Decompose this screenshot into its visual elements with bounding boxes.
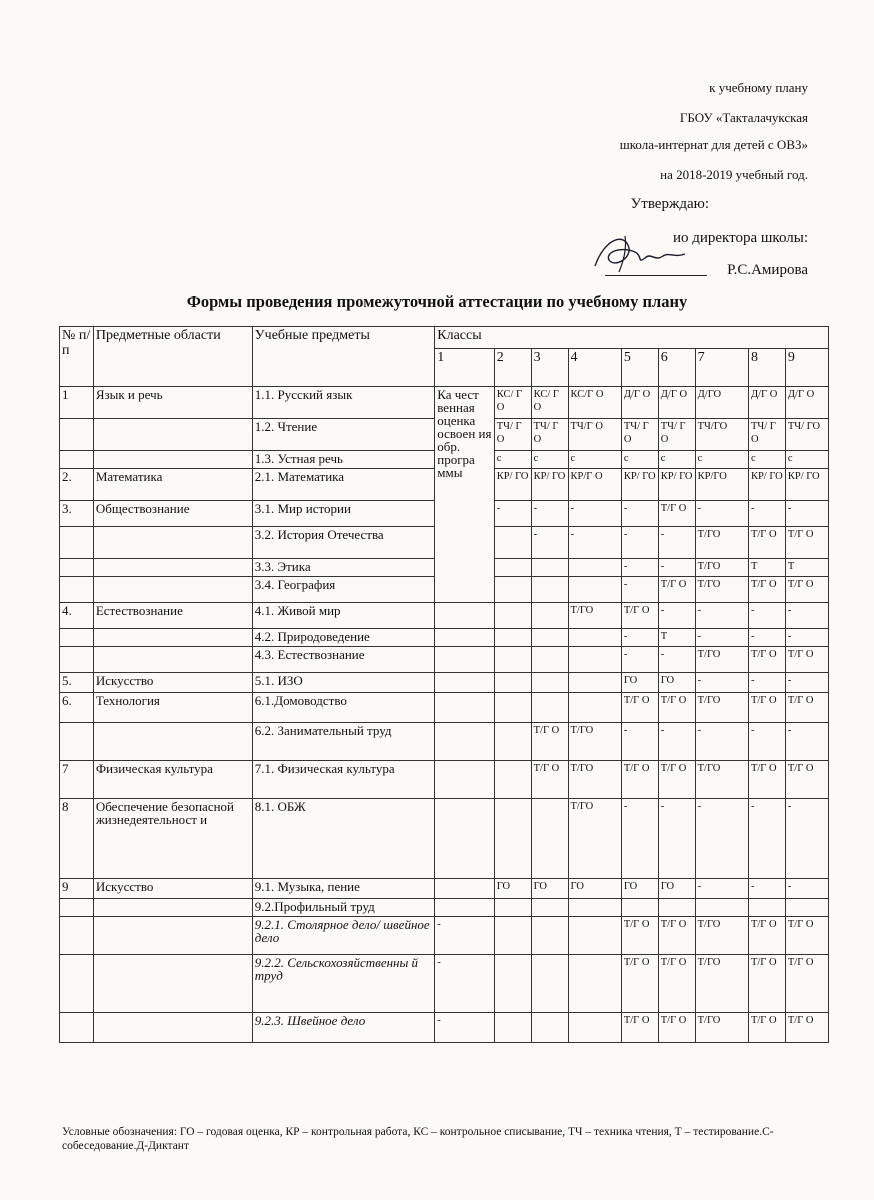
grade-cell: - xyxy=(568,501,621,527)
subject-area: Обеспечение безопасной жизнедеятельност и xyxy=(93,799,252,879)
grade-cell: - xyxy=(748,879,785,899)
grade-cell: - xyxy=(748,673,785,693)
row-number xyxy=(60,1013,94,1043)
subject-name: 6.2. Занимательный труд xyxy=(252,723,435,761)
grade-cell xyxy=(531,647,568,673)
grade-cell xyxy=(531,577,568,603)
subject-name: 9.1. Музыка, пение xyxy=(252,879,435,899)
subject-name: 4.2. Природоведение xyxy=(252,629,435,647)
grade-cell: Т/Г О xyxy=(748,647,785,673)
grade-cell: Д/Г О xyxy=(621,387,658,419)
grade-cell: ТЧ/ ГО xyxy=(785,419,828,451)
grade-cell: - xyxy=(621,501,658,527)
subject-area: Физическая культура xyxy=(93,761,252,799)
row-number xyxy=(60,451,94,469)
grade-cell: Т/Г О xyxy=(658,917,695,955)
grade-cell xyxy=(494,1013,531,1043)
grade-cell xyxy=(494,723,531,761)
grade-cell: КР/ГО xyxy=(695,469,748,501)
grade-cell: - xyxy=(658,559,695,577)
grade-cell: КС/ ГО xyxy=(494,387,531,419)
grade-cell: ТЧ/ ГО xyxy=(748,419,785,451)
grade-cell: ГО xyxy=(621,879,658,899)
grade-cell xyxy=(435,647,494,673)
grade-cell: Т/ГО xyxy=(695,917,748,955)
grade-cell: - xyxy=(695,673,748,693)
grade-cell: - xyxy=(435,955,494,1013)
grade-cell: с xyxy=(748,451,785,469)
subject-area xyxy=(93,955,252,1013)
grade-cell xyxy=(435,761,494,799)
subject-area xyxy=(93,629,252,647)
grade-cell: ТЧ/Г О xyxy=(568,419,621,451)
subject-name: 2.1. Математика xyxy=(252,469,435,501)
grade-cell xyxy=(435,629,494,647)
grade-cell: Т/ГО xyxy=(568,603,621,629)
subject-area xyxy=(93,527,252,559)
grade-cell xyxy=(531,693,568,723)
subject-area: Искусство xyxy=(93,879,252,899)
grade-cell: - xyxy=(658,723,695,761)
subject-name: 8.1. ОБЖ xyxy=(252,799,435,879)
subject-name: 5.1. ИЗО xyxy=(252,673,435,693)
table-row xyxy=(60,603,829,629)
row-number xyxy=(60,917,94,955)
grade-cell xyxy=(568,673,621,693)
grade-cell xyxy=(531,629,568,647)
attestation-table xyxy=(59,326,829,1043)
col-subject-header: Учебные предметы xyxy=(252,327,435,387)
grade-header: 6 xyxy=(658,349,695,387)
grade-cell xyxy=(435,799,494,879)
grade-header: 4 xyxy=(568,349,621,387)
grade-cell xyxy=(785,899,828,917)
grade-cell: ГО xyxy=(531,879,568,899)
header-line-1: к учебному плану xyxy=(709,80,808,95)
grade-cell: Т/Г О xyxy=(785,693,828,723)
grade-cell xyxy=(568,647,621,673)
row-number: 4. xyxy=(60,603,94,629)
grade-cell xyxy=(494,647,531,673)
subject-name: 1.1. Русский язык xyxy=(252,387,435,419)
subject-area: Технология xyxy=(93,693,252,723)
grade-cell: - xyxy=(748,603,785,629)
grade-cell: КР/ ГО xyxy=(785,469,828,501)
grade-cell xyxy=(494,693,531,723)
row-number: 9 xyxy=(60,879,94,899)
grade-cell: - xyxy=(621,629,658,647)
grade-cell: - xyxy=(435,917,494,955)
subject-area xyxy=(93,419,252,451)
grade-cell: - xyxy=(785,723,828,761)
grade-cell: Т/Г О xyxy=(748,693,785,723)
grade-cell xyxy=(531,559,568,577)
grade-cell: Т/Г О xyxy=(621,761,658,799)
row-number xyxy=(60,577,94,603)
grade-header: 5 xyxy=(621,349,658,387)
grade-cell: КР/ ГО xyxy=(748,469,785,501)
subject-name: 9.2.3. Швейное дело xyxy=(252,1013,435,1043)
grade1-note: Ка чест венная оценка освоен ия обр. програ ммы xyxy=(435,387,494,603)
signature-mark xyxy=(585,228,705,276)
table-row xyxy=(60,1013,829,1043)
grade-cell: - xyxy=(621,723,658,761)
grade-cell: - xyxy=(695,501,748,527)
grade-cell: КР/Г О xyxy=(568,469,621,501)
grade-cell: Д/Г О xyxy=(785,387,828,419)
grade-header: 7 xyxy=(695,349,748,387)
subject-name: 3.4. География xyxy=(252,577,435,603)
row-number: 8 xyxy=(60,799,94,879)
grade-cell: Т/Г О xyxy=(748,761,785,799)
subject-area: Обществознание xyxy=(93,501,252,527)
subject-area: Язык и речь xyxy=(93,387,252,419)
grade-header: 3 xyxy=(531,349,568,387)
row-number: 2. xyxy=(60,469,94,501)
grade-cell xyxy=(435,673,494,693)
subject-name: 4.3. Естествознание xyxy=(252,647,435,673)
grade-cell: КР/ ГО xyxy=(494,469,531,501)
grade-cell: - xyxy=(435,1013,494,1043)
grade-cell xyxy=(435,723,494,761)
subject-area xyxy=(93,1013,252,1043)
grade-cell: ТЧ/ГО xyxy=(695,419,748,451)
grade-cell xyxy=(435,603,494,629)
grade-cell: - xyxy=(658,799,695,879)
grade-cell: - xyxy=(748,629,785,647)
row-number: 5. xyxy=(60,673,94,693)
grade-cell xyxy=(568,917,621,955)
grade-cell: Т/Г О xyxy=(748,917,785,955)
subject-area: Математика xyxy=(93,469,252,501)
grade-cell xyxy=(494,917,531,955)
grade-cell: Т/Г О xyxy=(658,761,695,799)
grade-cell xyxy=(494,527,531,559)
table-row xyxy=(60,879,829,899)
subject-name: 1.3. Устная речь xyxy=(252,451,435,469)
grade-cell: - xyxy=(658,603,695,629)
grade-header: 2 xyxy=(494,349,531,387)
grade-cell xyxy=(494,603,531,629)
grade-cell: с xyxy=(531,451,568,469)
subject-area xyxy=(93,559,252,577)
row-number xyxy=(60,955,94,1013)
grade-cell xyxy=(531,955,568,1013)
grade-cell xyxy=(531,673,568,693)
grade-cell: Д/ГО xyxy=(695,387,748,419)
grade-cell: КР/ ГО xyxy=(658,469,695,501)
director-name: Р.С.Амирова xyxy=(727,262,808,278)
grade-cell: Т/ГО xyxy=(695,647,748,673)
grade-cell xyxy=(531,603,568,629)
subject-name: 3.1. Мир истории xyxy=(252,501,435,527)
grade-cell: - xyxy=(621,559,658,577)
row-number: 3. xyxy=(60,501,94,527)
grade-cell xyxy=(531,917,568,955)
signature-line xyxy=(605,275,707,276)
subject-name: 3.3. Этика xyxy=(252,559,435,577)
grade-cell: с xyxy=(785,451,828,469)
table-row xyxy=(60,955,829,1013)
grade-cell: - xyxy=(621,527,658,559)
grade-cell xyxy=(568,1013,621,1043)
grade-cell xyxy=(568,577,621,603)
col-classes-header: Классы xyxy=(435,327,829,349)
grade-cell: Т/ГО xyxy=(568,723,621,761)
legend: Условные обозначения: ГО – годовая оценка, КР – контрольная работа, КС – контрольное списывание, ТЧ – техника чтения, Т – тестирование.С-собеседование.Д-Диктант xyxy=(62,1126,774,1152)
grade-cell: ГО xyxy=(621,673,658,693)
grade-cell: Т/Г О xyxy=(748,1013,785,1043)
grade-cell: Т/Г О xyxy=(621,603,658,629)
grade-cell: с xyxy=(621,451,658,469)
grade-cell: ГО xyxy=(658,673,695,693)
grade-cell: Т/Г О xyxy=(621,955,658,1013)
grade-cell: - xyxy=(621,799,658,879)
grade-cell: - xyxy=(658,527,695,559)
grade-cell: Т xyxy=(785,559,828,577)
grade-cell xyxy=(494,799,531,879)
grade-cell: с xyxy=(658,451,695,469)
grade-cell: Т/ГО xyxy=(695,577,748,603)
table-row xyxy=(60,673,829,693)
director-label: ио директора школы: xyxy=(672,230,808,246)
grade-cell: Т/Г О xyxy=(785,761,828,799)
subject-name: 1.2. Чтение xyxy=(252,419,435,451)
grade-cell: - xyxy=(748,723,785,761)
grade-cell xyxy=(494,629,531,647)
subject-name: 9.2.Профильный труд xyxy=(252,899,435,917)
grade-cell: - xyxy=(748,799,785,879)
col-num-header: № п/п xyxy=(60,327,94,387)
grade-cell xyxy=(494,673,531,693)
grade-cell xyxy=(621,899,658,917)
grade-cell: - xyxy=(785,603,828,629)
grade-cell: Т/Г О xyxy=(785,647,828,673)
grade-cell: Т/ГО xyxy=(695,527,748,559)
grade-cell xyxy=(531,899,568,917)
page-title: Формы проведения промежуточной аттестации по учебному плану xyxy=(186,292,688,311)
grade-cell xyxy=(568,693,621,723)
grade-cell: Т/Г О xyxy=(748,577,785,603)
row-number xyxy=(60,559,94,577)
grade-cell xyxy=(568,559,621,577)
row-number: 6. xyxy=(60,693,94,723)
approve-label: Утверждаю: xyxy=(630,196,709,212)
subject-area xyxy=(93,451,252,469)
grade-cell: Т/Г О xyxy=(658,577,695,603)
row-number xyxy=(60,629,94,647)
grade-cell: с xyxy=(695,451,748,469)
subject-name: 4.1. Живой мир xyxy=(252,603,435,629)
grade-cell: с xyxy=(494,451,531,469)
grade-cell xyxy=(658,899,695,917)
grade-cell: - xyxy=(695,799,748,879)
grade-cell: Т/ГО xyxy=(695,955,748,1013)
grade-cell: Т/Г О xyxy=(621,1013,658,1043)
grade-cell: - xyxy=(531,527,568,559)
grade-cell: - xyxy=(621,647,658,673)
grade-cell: Т/Г О xyxy=(531,761,568,799)
grade-cell: Т xyxy=(748,559,785,577)
grade-cell: Т/ГО xyxy=(568,799,621,879)
grade-cell: Д/Г О xyxy=(658,387,695,419)
grade-cell: Т/ГО xyxy=(695,693,748,723)
table-row xyxy=(60,899,829,917)
col-area-header: Предметные области xyxy=(93,327,252,387)
row-number xyxy=(60,899,94,917)
table-row xyxy=(60,723,829,761)
grade-cell xyxy=(435,899,494,917)
grade-cell xyxy=(695,899,748,917)
grade-cell: Т/Г О xyxy=(658,501,695,527)
grade-cell: Т/Г О xyxy=(658,1013,695,1043)
grade-cell: Т/Г О xyxy=(621,693,658,723)
subject-area: Искусство xyxy=(93,673,252,693)
grade-cell: Т/Г О xyxy=(785,1013,828,1043)
subject-name: 6.1.Домоводство xyxy=(252,693,435,723)
grade-cell: КР/ ГО xyxy=(531,469,568,501)
grade-cell: - xyxy=(494,501,531,527)
grade-cell: ТЧ/ ГО xyxy=(621,419,658,451)
grade-cell xyxy=(435,693,494,723)
grade-cell: Т/ГО xyxy=(695,1013,748,1043)
grade-cell: Т/Г О xyxy=(785,527,828,559)
grade-cell: Т/Г О xyxy=(785,955,828,1013)
subject-name: 9.2.1. Столярное дело/ швейное дело xyxy=(252,917,435,955)
grade-cell xyxy=(494,761,531,799)
row-number xyxy=(60,647,94,673)
grade-header: 8 xyxy=(748,349,785,387)
table-row xyxy=(60,799,829,879)
table-row xyxy=(60,647,829,673)
grade-cell: - xyxy=(695,879,748,899)
grade-cell: - xyxy=(785,501,828,527)
table-row xyxy=(60,693,829,723)
row-number xyxy=(60,419,94,451)
grade-cell: Т/Г О xyxy=(531,723,568,761)
subject-area xyxy=(93,917,252,955)
grade-cell: КС/ ГО xyxy=(531,387,568,419)
grade-cell: КС/Г О xyxy=(568,387,621,419)
grade-cell: - xyxy=(785,629,828,647)
grade-cell: Д/Г О xyxy=(748,387,785,419)
grade-cell: Т/ГО xyxy=(568,761,621,799)
grade-cell: - xyxy=(531,501,568,527)
grade-cell: Т/ГО xyxy=(695,559,748,577)
grade-cell: - xyxy=(621,577,658,603)
grade-cell: Т/ГО xyxy=(695,761,748,799)
grade-cell xyxy=(568,899,621,917)
grade-cell: - xyxy=(695,629,748,647)
grade-cell: Т xyxy=(658,629,695,647)
grade-header: 9 xyxy=(785,349,828,387)
table-row xyxy=(60,917,829,955)
grade-cell: - xyxy=(785,673,828,693)
subject-name: 7.1. Физическая культура xyxy=(252,761,435,799)
row-number xyxy=(60,527,94,559)
grade-cell: ГО xyxy=(658,879,695,899)
table-row xyxy=(60,629,829,647)
grade-cell xyxy=(494,955,531,1013)
grade-cell: Т/Г О xyxy=(748,955,785,1013)
subject-area xyxy=(93,647,252,673)
subject-name: 3.2. История Отечества xyxy=(252,527,435,559)
grade-cell xyxy=(494,577,531,603)
grade-cell: Т/Г О xyxy=(785,577,828,603)
table-row xyxy=(60,387,829,419)
subject-name: 9.2.2. Сельскохозяйственны й труд xyxy=(252,955,435,1013)
grade-cell: Т/Г О xyxy=(748,527,785,559)
grade-cell: - xyxy=(695,603,748,629)
row-number: 1 xyxy=(60,387,94,419)
grade-cell: - xyxy=(748,501,785,527)
grade-cell xyxy=(748,899,785,917)
grade-cell: - xyxy=(695,723,748,761)
grade-cell: - xyxy=(785,879,828,899)
subject-area xyxy=(93,723,252,761)
grade-cell: Т/Г О xyxy=(658,693,695,723)
grade-cell: - xyxy=(568,527,621,559)
subject-area xyxy=(93,577,252,603)
table-row xyxy=(60,761,829,799)
header-line-3: школа-интернат для детей с ОВЗ» xyxy=(619,137,808,152)
grade-cell: ГО xyxy=(494,879,531,899)
grade-cell: ТЧ/ ГО xyxy=(658,419,695,451)
grade-cell: - xyxy=(658,647,695,673)
grade-cell xyxy=(568,955,621,1013)
grade-cell: КР/ ГО xyxy=(621,469,658,501)
header-line-4: на 2018-2019 учебный год. xyxy=(660,167,808,182)
grade-cell xyxy=(435,879,494,899)
grade-cell xyxy=(494,559,531,577)
grade-cell: с xyxy=(568,451,621,469)
grade-cell: ТЧ/ ГО xyxy=(494,419,531,451)
grade-header: 1 xyxy=(435,349,494,387)
grade-cell xyxy=(531,799,568,879)
grade-cell: Т/Г О xyxy=(658,955,695,1013)
grade-cell xyxy=(531,1013,568,1043)
row-number xyxy=(60,723,94,761)
header-line-2: ГБОУ «Такталачукская xyxy=(679,110,808,125)
grade-cell xyxy=(494,899,531,917)
grade-cell: ТЧ/ ГО xyxy=(531,419,568,451)
subject-area: Естествознание xyxy=(93,603,252,629)
grade-cell: - xyxy=(785,799,828,879)
subject-area xyxy=(93,899,252,917)
grade-cell: Т/Г О xyxy=(785,917,828,955)
grade-cell: Т/Г О xyxy=(621,917,658,955)
grade-cell: ГО xyxy=(568,879,621,899)
grade-cell xyxy=(568,629,621,647)
row-number: 7 xyxy=(60,761,94,799)
